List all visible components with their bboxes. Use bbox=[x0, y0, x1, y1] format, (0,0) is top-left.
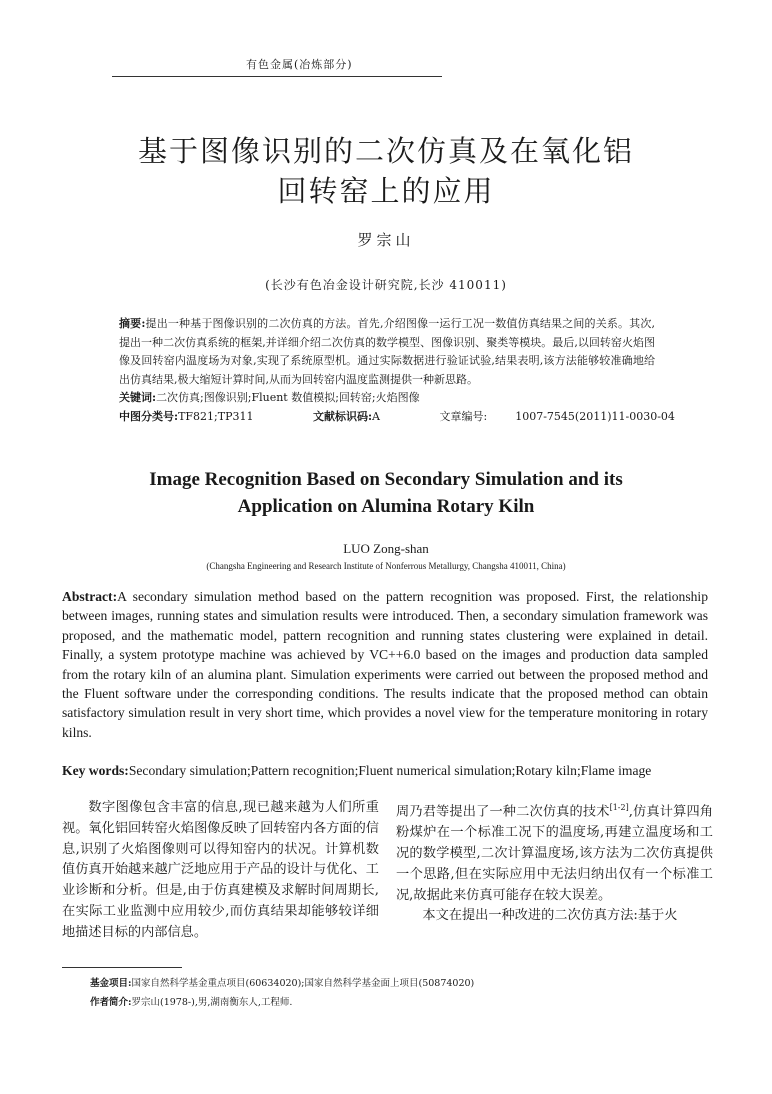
chinese-keywords-label: 关键词: bbox=[119, 391, 157, 404]
chinese-abstract bbox=[119, 315, 655, 389]
chinese-author: 罗宗山 bbox=[357, 231, 415, 249]
body-paragraph-2-end: ,仿真计算四角粉煤炉在一个标准工况下的温度场,再建立温度场和工况的数学模型,二次计算温度场,该方法为二次仿真提供一个思路,但在实际应用中无法归纳出仅有一个标准工况,故据此来仿真可能存在较大误差。 bbox=[396, 804, 713, 903]
chinese-abstract-text: 提出一种基于图像识别的二次仿真的方法。首先,介绍图像一运行工况一数值仿真结果之间的关系。其次,提出一种二次仿真系统的框架,并详细介绍二次仿真的数学模型、图像识别、聚类等模块。最后,以回转窑火焰图像及回转窑内温度场为对象,实现了系统原型机。通过实际数据进行验证试验,结果表明,该方法能够较准确地给出仿真结果,极大缩短计算时间,从而为回转窑内温度监测提供一种新思路。 bbox=[119, 317, 655, 386]
body-paragraph-3: 本文在提出一种改进的二次仿真方法:基于火 bbox=[422, 908, 678, 924]
header-rule bbox=[112, 76, 442, 77]
english-keywords-label: Key words: bbox=[62, 763, 129, 778]
funding-label: 基金项目: bbox=[90, 978, 132, 989]
author-bio-text: 罗宗山(1978-),男,湖南衡东人,工程师. bbox=[131, 997, 293, 1008]
journal-header: 有色金属(冶炼部分) bbox=[246, 58, 353, 71]
english-abstract-text: A secondary simulation method based on the pattern recognition was proposed. First, the relationship between images, running states and simulation results were introduced. Then, a secondary simulation framework was proposed, and the mathematic model, pattern recognition and running states clustering were explained in detail. Finally, a system prototype machine was achieved by VC++6.0 based on the images and production data sampled from the rotary kiln of an alumina plant. Simulation experiments were carried out between the proposed method and the Fluent software under the corresponding conditions. The results indicate that the proposed method can obtain satisfactory simulation result in very short time, which provides a novel view for the temperature monitoring in rotary kilns. bbox=[62, 589, 708, 740]
author-bio-label: 作者简介: bbox=[90, 997, 132, 1008]
body-left-column bbox=[62, 798, 379, 944]
english-abstract-label: Abstract: bbox=[62, 589, 118, 604]
body-paragraph-2-start: 周乃君等提出了一种二次仿真的技术 bbox=[396, 804, 610, 820]
footnote-rule bbox=[62, 967, 182, 968]
body-paragraph-2 bbox=[396, 798, 713, 906]
author-bio-note bbox=[90, 993, 690, 1012]
chinese-title-line-2: 回转窑上的应用 bbox=[277, 174, 495, 208]
funding-note bbox=[90, 974, 690, 993]
class-number-label: 中图分类号: bbox=[119, 409, 179, 423]
article-number-value: 1007-7545(2011)11-0030-04 bbox=[515, 409, 675, 423]
article-number bbox=[439, 410, 702, 423]
english-keywords-text: Secondary simulation;Pattern recognition;Fluent numerical simulation;Rotary kiln;Flame image bbox=[128, 763, 652, 778]
english-title bbox=[0, 466, 772, 520]
chinese-title bbox=[0, 131, 772, 211]
footnotes bbox=[90, 974, 690, 1012]
classification-line bbox=[119, 408, 675, 427]
article-number-label: 文章编号: bbox=[439, 409, 488, 423]
chinese-title-line-1: 基于图像识别的二次仿真及在氧化铝 bbox=[137, 134, 634, 168]
chinese-affiliation: (长沙有色冶金设计研究院,长沙 410011) bbox=[265, 278, 507, 292]
body-paragraph-1: 数字图像包含丰富的信息,现已越来越为人们所重视。氧化铝回转窑火焰图像反映了回转窑内各方面的信息,识别了火焰图像则可以得知窑内的状况。计算机数值仿真开始越来越广泛地应用于产品的设计与优化、工业诊断和分析。但是,由于仿真建模及求解时间周期长,在实际工业监测中应用较少,而仿真结果却能够较详细地描述目标的内部信息。 bbox=[62, 800, 379, 940]
chinese-keywords-text: 二次仿真;图像识别;Fluent 数值模拟;回转窑;火焰图像 bbox=[156, 391, 420, 404]
english-title-line-1: Image Recognition Based on Secondary Simulation and its bbox=[149, 469, 623, 490]
chinese-abstract-label: 摘要: bbox=[119, 317, 146, 330]
document-code-label: 文献标识码: bbox=[312, 409, 373, 423]
english-title-line-2: Application on Alumina Rotary Kiln bbox=[237, 496, 535, 517]
english-affiliation: (Changsha Engineering and Research Institute of Nonferrous Metallurgy, Changsha 410011, China) bbox=[206, 561, 566, 571]
citation-marker: [1-2] bbox=[609, 803, 629, 812]
document-code-value: A bbox=[372, 409, 380, 423]
funding-text: 国家自然科学基金重点项目(60634020);国家自然科学基金面上项目(50874020) bbox=[131, 978, 475, 989]
chinese-abstract-block bbox=[119, 315, 675, 426]
chinese-keywords bbox=[119, 389, 655, 408]
class-number-value: TF821;TP311 bbox=[178, 409, 254, 423]
document-code bbox=[313, 410, 408, 423]
english-author: LUO Zong-shan bbox=[343, 541, 429, 556]
english-abstract bbox=[62, 587, 708, 742]
class-number bbox=[119, 410, 281, 423]
body-right-column bbox=[396, 798, 713, 927]
english-keywords bbox=[62, 761, 708, 780]
